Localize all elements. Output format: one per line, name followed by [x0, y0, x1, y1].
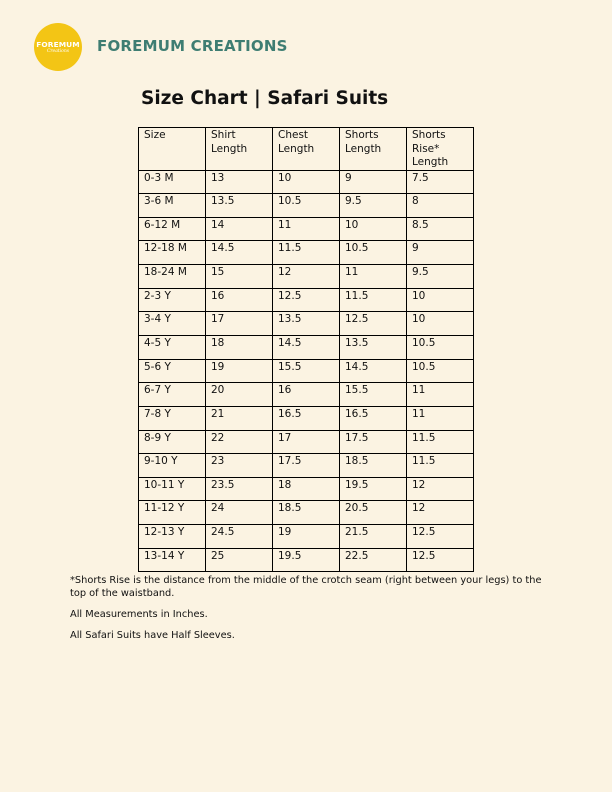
logo-sub-text: Creations: [46, 48, 70, 54]
table-cell: 11.5: [273, 241, 340, 265]
table-cell: 21: [206, 406, 273, 430]
table-row: [139, 241, 474, 265]
table-row: [139, 217, 474, 241]
header-line: Shorts: [412, 129, 446, 141]
table-row: [139, 477, 474, 501]
header-line: Length: [412, 156, 449, 168]
table-cell: 25: [206, 548, 273, 572]
table-cell: 15.5: [340, 383, 407, 407]
size-chart-table: [138, 127, 474, 572]
table-cell: 13.5: [206, 194, 273, 218]
table-cell: 8-9 Y: [139, 430, 206, 454]
table-row: [139, 501, 474, 525]
table-cell: 3-6 M: [139, 194, 206, 218]
table-cell: 11: [407, 383, 474, 407]
table-cell: 8.5: [407, 217, 474, 241]
table-cell: 11.5: [407, 430, 474, 454]
table-cell: 11.5: [407, 454, 474, 478]
table-cell: 12.5: [407, 548, 474, 572]
table-cell: 18.5: [273, 501, 340, 525]
table-row: [139, 548, 474, 572]
table-cell: 3-4 Y: [139, 312, 206, 336]
brand-name: FOREMUM CREATIONS: [97, 37, 288, 55]
table-cell: 9.5: [407, 265, 474, 289]
logo-top-text: FOREMUM: [36, 39, 80, 49]
table-cell: 18-24 M: [139, 265, 206, 289]
table-cell: 9.5: [340, 194, 407, 218]
table-row: [139, 430, 474, 454]
table-cell: 17: [206, 312, 273, 336]
table-cell: 11: [273, 217, 340, 241]
table-cell: 24: [206, 501, 273, 525]
table-cell: 12: [407, 501, 474, 525]
table-cell: 15: [206, 265, 273, 289]
header-line: Length: [345, 142, 382, 155]
table-cell: 10: [340, 217, 407, 241]
page-title: Size Chart | Safari Suits: [141, 88, 389, 109]
notes-section: [70, 574, 548, 650]
table-cell: 4-5 Y: [139, 335, 206, 359]
table-cell: 12-13 Y: [139, 525, 206, 549]
table-row: [139, 525, 474, 549]
table-cell: 7-8 Y: [139, 406, 206, 430]
table-cell: 13-14 Y: [139, 548, 206, 572]
table-cell: 11: [340, 265, 407, 289]
table-row: [139, 265, 474, 289]
table-cell: 9: [407, 241, 474, 265]
table-row: [139, 288, 474, 312]
table-cell: 16.5: [273, 406, 340, 430]
table-cell: 19.5: [273, 548, 340, 572]
table-cell: 11-12 Y: [139, 501, 206, 525]
table-cell: 14.5: [340, 359, 407, 383]
header-line: Chest: [278, 129, 309, 141]
sleeve-note: All Safari Suits have Half Sleeves.: [70, 630, 235, 641]
table-row: [139, 312, 474, 336]
table-cell: 8: [407, 194, 474, 218]
table-cell: 12.5: [273, 288, 340, 312]
table-cell: 5-6 Y: [139, 359, 206, 383]
header-shirt-length: [206, 128, 273, 171]
header-line: Size: [144, 129, 166, 141]
table-header-row: [139, 128, 474, 171]
header-shorts-length: [340, 128, 407, 171]
table-cell: 16.5: [340, 406, 407, 430]
table-cell: 18: [206, 335, 273, 359]
table-cell: 14: [206, 217, 273, 241]
table-cell: 12-18 M: [139, 241, 206, 265]
table-cell: 24.5: [206, 525, 273, 549]
table-cell: 19.5: [340, 477, 407, 501]
table-row: [139, 194, 474, 218]
table-cell: 12.5: [407, 525, 474, 549]
table-cell: 10: [273, 170, 340, 194]
header-line: Length: [278, 142, 315, 155]
brand-logo: [34, 23, 82, 71]
header-shorts-rise-length: [407, 128, 474, 171]
table-cell: 10.5: [340, 241, 407, 265]
table-cell: 10: [407, 312, 474, 336]
table-row: [139, 406, 474, 430]
table-cell: 22.5: [340, 548, 407, 572]
measurement-unit-note: All Measurements in Inches.: [70, 609, 208, 620]
table-cell: 19: [273, 525, 340, 549]
table-cell: 13.5: [340, 335, 407, 359]
shorts-rise-note: *Shorts Rise is the distance from the middle of the crotch seam (right between your legs) to the top of the waistband.: [70, 575, 542, 599]
table-cell: 6-12 M: [139, 217, 206, 241]
table-cell: 23: [206, 454, 273, 478]
header-chest-length: [273, 128, 340, 171]
table-cell: 16: [273, 383, 340, 407]
table-row: [139, 383, 474, 407]
table-cell: 16: [206, 288, 273, 312]
table-cell: 11.5: [340, 288, 407, 312]
header-line: Shirt: [211, 129, 236, 141]
table-cell: 17.5: [273, 454, 340, 478]
table-cell: 19: [206, 359, 273, 383]
table-cell: 12: [273, 265, 340, 289]
table-row: [139, 359, 474, 383]
table-body: [139, 170, 474, 572]
header-size: [139, 128, 206, 171]
table-cell: 12: [407, 477, 474, 501]
table-cell: 9-10 Y: [139, 454, 206, 478]
table-cell: 10.5: [273, 194, 340, 218]
header-line: Shorts: [345, 129, 379, 141]
table-cell: 10: [407, 288, 474, 312]
table-cell: 14.5: [273, 335, 340, 359]
table-cell: 18.5: [340, 454, 407, 478]
table-cell: 21.5: [340, 525, 407, 549]
table-cell: 20.5: [340, 501, 407, 525]
table-cell: 7.5: [407, 170, 474, 194]
table-cell: 9: [340, 170, 407, 194]
table-cell: 12.5: [340, 312, 407, 336]
table-cell: 11: [407, 406, 474, 430]
table-row: [139, 335, 474, 359]
table-cell: 17.5: [340, 430, 407, 454]
table-cell: 10-11 Y: [139, 477, 206, 501]
table-row: [139, 170, 474, 194]
table-cell: 20: [206, 383, 273, 407]
table-cell: 2-3 Y: [139, 288, 206, 312]
table-cell: 13: [206, 170, 273, 194]
table-cell: 18: [273, 477, 340, 501]
table-row: [139, 454, 474, 478]
table-cell: 22: [206, 430, 273, 454]
table-cell: 10.5: [407, 335, 474, 359]
table-cell: 6-7 Y: [139, 383, 206, 407]
table-cell: 13.5: [273, 312, 340, 336]
table-cell: 14.5: [206, 241, 273, 265]
header-line: Rise*: [412, 142, 440, 155]
table-cell: 10.5: [407, 359, 474, 383]
header-line: Length: [211, 142, 248, 155]
table-cell: 0-3 M: [139, 170, 206, 194]
table-cell: 15.5: [273, 359, 340, 383]
table-cell: 17: [273, 430, 340, 454]
table-cell: 23.5: [206, 477, 273, 501]
